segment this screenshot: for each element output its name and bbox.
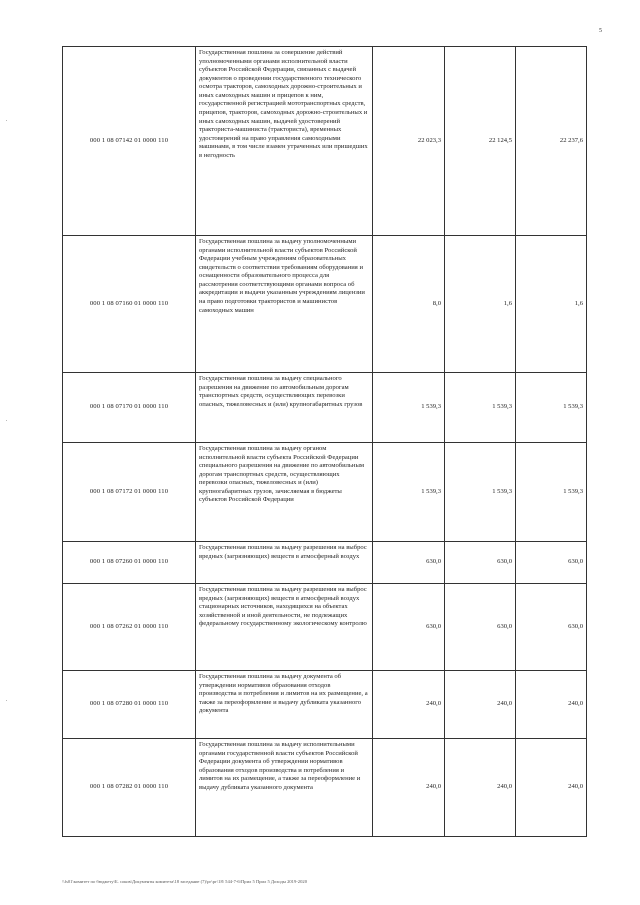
file-path-footer: \\fs01\комитет по бюджету\Б. соков\Документы комитета\18 заседание (7)\рг\рг\18\ 544-7-6\Прил 5 Прил 5 Доходы 2019-2020: [62, 879, 307, 884]
revenue-description: Государственная пошлина за выдачу исполнительными органами государственной власти субъектов Российской Федерации документа об утверждении нормативов образования отходов производства и потребления и лимитов на их размещение, а также за переоформление и выдачу дубликата указанного документа: [196, 739, 373, 837]
value-year-3: 630,0: [516, 584, 587, 671]
table-row: [63, 236, 587, 373]
scan-speck: [6, 120, 7, 121]
value-year-3: 22 237,6: [516, 47, 587, 236]
value-year-2: 240,0: [445, 671, 516, 739]
revenue-code: 000 1 08 07282 01 0000 110: [63, 739, 196, 837]
value-year-1: 240,0: [373, 739, 445, 837]
table-row: [63, 739, 587, 837]
value-year-2: 1 539,3: [445, 373, 516, 443]
revenue-code: 000 1 08 07262 01 0000 110: [63, 584, 196, 671]
value-year-3: 630,0: [516, 542, 587, 584]
value-year-2: 630,0: [445, 542, 516, 584]
revenue-description: Государственная пошлина за выдачу разрешения на выброс вредных (загрязняющих) веществ в атмосферный воздух: [196, 542, 373, 584]
revenue-code: 000 1 08 07260 01 0000 110: [63, 542, 196, 584]
revenue-description: Государственная пошлина за совершение действий уполномоченными органами исполнительной власти субъектов Российской Федерации, связанных с выдачей документов о проведении государственного технического осмотра тракторов, самоходных дорожно-строительных и иных самоходных машин и прицепов к ним, государственной регистрацией мототранспортных средств, прицепов, тракторов, самоходных дорожно-строительных и иных самоходных машин, выдачей удостоверений тракториста-машиниста (тракториста), временных удостоверений на право управления самоходными машинами, в том числе взамен утраченных или пришедших в негодность: [196, 47, 373, 236]
value-year-3: 240,0: [516, 671, 587, 739]
table-row: [63, 542, 587, 584]
page-number: 5: [599, 28, 602, 34]
value-year-3: 240,0: [516, 739, 587, 837]
value-year-2: 22 124,5: [445, 47, 516, 236]
value-year-2: 1,6: [445, 236, 516, 373]
revenue-table: [62, 46, 587, 837]
table-row: [63, 373, 587, 443]
value-year-3: 1 539,3: [516, 373, 587, 443]
revenue-description: Государственная пошлина за выдачу органом исполнительной власти субъекта Российской Федерации специального разрешения на движение по автомобильным дорогам транспортных средств, осуществляющих перевозки опасных, тяжеловесных и (или) крупногабаритных грузов, зачисляемая в бюджеты субъектов Российской Федерации: [196, 443, 373, 542]
table-row: [63, 584, 587, 671]
revenue-code: 000 1 08 07160 01 0000 110: [63, 236, 196, 373]
table-row: [63, 47, 587, 236]
revenue-code: 000 1 08 07172 01 0000 110: [63, 443, 196, 542]
revenue-description: Государственная пошлина за выдачу разрешения на выброс вредных (загрязняющих) веществ в атмосферный воздух стационарных источников, находящихся на объектах хозяйственной и иной деятельности, не подлежащих федеральному государственному экологическому контролю: [196, 584, 373, 671]
revenue-description: Государственная пошлина за выдачу специального разрешения на движение по автомобильным дорогам транспортных средств, осуществляющих перевозки опасных, тяжеловесных и (или) крупногабаритных грузов: [196, 373, 373, 443]
revenue-description: Государственная пошлина за выдачу уполномоченными органами исполнительной власти субъектов Российской Федерации учебным учреждениям образовательных свидетельств о соответствии требованиям оборудования и оснащенности образовательного процесса для рассмотрения соответствующими органами вопроса об аккредитации и выдачи указанным учреждениям лицензии на право подготовки трактористов и машинистов самоходных машин: [196, 236, 373, 373]
value-year-1: 630,0: [373, 584, 445, 671]
value-year-1: 630,0: [373, 542, 445, 584]
value-year-2: 1 539,3: [445, 443, 516, 542]
value-year-3: 1 539,3: [516, 443, 587, 542]
value-year-1: 22 023,3: [373, 47, 445, 236]
value-year-1: 8,0: [373, 236, 445, 373]
value-year-1: 240,0: [373, 671, 445, 739]
value-year-2: 630,0: [445, 584, 516, 671]
table-row: [63, 443, 587, 542]
table-row: [63, 671, 587, 739]
revenue-description: Государственная пошлина за выдачу документа об утверждении нормативов образования отходов производства и потребления и лимитов на их размещение, а также за переоформление и выдачу дубликата указанного документа: [196, 671, 373, 739]
scan-speck: [6, 420, 7, 421]
scan-speck: [6, 700, 7, 701]
value-year-1: 1 539,3: [373, 443, 445, 542]
revenue-code: 000 1 08 07142 01 0000 110: [63, 47, 196, 236]
value-year-1: 1 539,3: [373, 373, 445, 443]
revenue-code: 000 1 08 07280 01 0000 110: [63, 671, 196, 739]
revenue-code: 000 1 08 07170 01 0000 110: [63, 373, 196, 443]
value-year-3: 1,6: [516, 236, 587, 373]
value-year-2: 240,0: [445, 739, 516, 837]
